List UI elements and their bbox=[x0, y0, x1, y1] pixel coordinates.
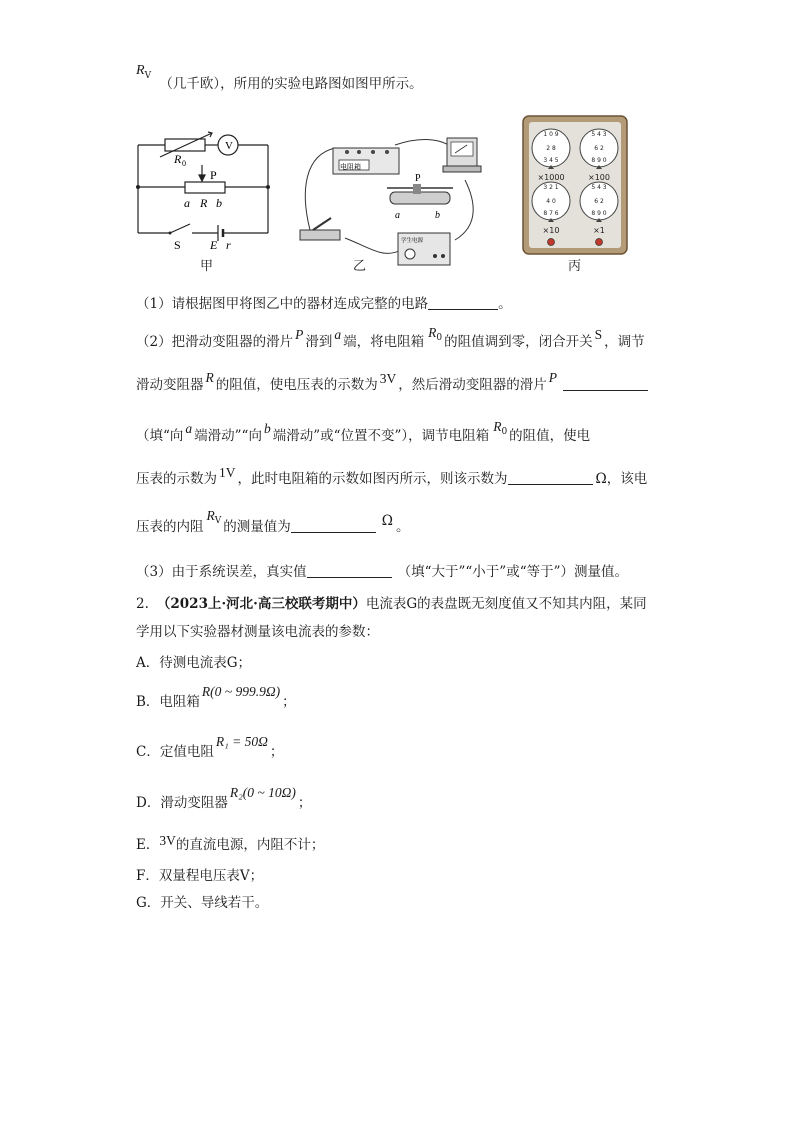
q2-b2-symbol: b bbox=[263, 421, 271, 436]
a-label: a bbox=[184, 196, 190, 210]
yi-b-label: b bbox=[435, 210, 440, 221]
q2-ohm-1: Ω bbox=[595, 471, 607, 487]
q2-text-5a: 压表的内阻 bbox=[136, 519, 204, 535]
q2-p2-symbol: P bbox=[548, 370, 557, 385]
q2-a-symbol: a bbox=[334, 327, 342, 342]
option-g: G．开关、导线若干。 bbox=[136, 895, 269, 911]
option-c-formula: R₁ = 50Ω bbox=[215, 734, 268, 749]
question-2-line-1 bbox=[136, 325, 645, 350]
q2-text-2b: 的阻值，使电压表的示数为 bbox=[215, 377, 378, 393]
question-1 bbox=[136, 292, 512, 312]
q2-text-3c: 端滑动”或“位置不变”），调节电阻箱 bbox=[272, 428, 490, 444]
option-c-end: ； bbox=[269, 744, 284, 760]
svg-text:8 9 0: 8 9 0 bbox=[591, 210, 607, 217]
option-e-voltage: 3V bbox=[159, 833, 176, 848]
q2-r-symbol: R bbox=[205, 370, 214, 385]
option-d-text: D．滑动变阻器 bbox=[136, 795, 228, 811]
option-e-prefix: E． bbox=[136, 837, 160, 853]
q1-end: 。 bbox=[498, 296, 512, 312]
problem-2-text-1: 电流表G的表盘既无刻度值又不知其内阻，某同 bbox=[365, 596, 647, 612]
question-3 bbox=[136, 560, 628, 580]
q2-r0-symbol: R bbox=[428, 325, 437, 340]
q2-1v: 1V bbox=[219, 465, 236, 480]
resistance-box-dials-bing bbox=[522, 115, 628, 255]
q2-p-symbol: P bbox=[295, 327, 304, 342]
q2-text-4b: ，此时电阻箱的示数如图丙所示，则该示数为 bbox=[237, 471, 508, 487]
option-b-formula: R(0 ~ 999.9Ω) bbox=[201, 684, 281, 699]
q2-rv-sub: V bbox=[214, 516, 222, 526]
option-d-end: ； bbox=[297, 795, 312, 811]
apparatus-diagram-yi bbox=[295, 130, 490, 270]
q2-reading-blank[interactable] bbox=[508, 470, 593, 485]
power-supply-label: 学生电源 bbox=[401, 238, 424, 244]
terminal-right bbox=[596, 239, 603, 246]
svg-text:3 4 5: 3 4 5 bbox=[543, 157, 559, 164]
dial-label-x1000: ×1000 bbox=[537, 173, 565, 182]
q2-text-1e: ，调节 bbox=[604, 334, 645, 350]
figure-label-bing: 丙 bbox=[568, 259, 582, 274]
rv-symbol: R bbox=[136, 63, 145, 78]
q3-end: （填“大于”“小于”或“等于”）测量值。 bbox=[397, 564, 629, 580]
q2-text-1a: （2）把滑动变阻器的滑片 bbox=[136, 334, 294, 350]
option-b-end: ； bbox=[282, 694, 296, 710]
q2-text-1b: 滑到 bbox=[305, 334, 333, 350]
q2-text-5b: 的测量值为 bbox=[223, 519, 291, 535]
dial-label-x100: ×100 bbox=[588, 173, 610, 182]
q2-text-2c: ，然后滑动变阻器的滑片 bbox=[398, 377, 547, 393]
svg-text:3 2 1: 3 2 1 bbox=[543, 184, 559, 191]
svg-text:8 9 0: 8 9 0 bbox=[591, 157, 607, 164]
q2-a2-symbol: a bbox=[185, 421, 193, 436]
option-e-text: 的直流电源，内阻不计； bbox=[175, 837, 325, 853]
r0-sub-label: 0 bbox=[182, 159, 186, 168]
q2-text-3d: 的阻值，使电 bbox=[509, 428, 591, 444]
question-2-line-4 bbox=[136, 467, 647, 487]
q2-r0-sub: 0 bbox=[436, 333, 443, 343]
yi-a-label: a bbox=[395, 210, 400, 221]
problem-2-line-2 bbox=[136, 620, 379, 640]
q2-text-1c: 端，将电阻箱 bbox=[343, 334, 425, 350]
problem-2-number: 2. bbox=[136, 596, 149, 612]
slider-connector bbox=[130, 125, 280, 270]
option-a: A．待测电流表G； bbox=[136, 655, 252, 671]
p-label: P bbox=[210, 168, 217, 182]
q2-text-3b: 端滑动”“向 bbox=[194, 428, 262, 444]
question-2-line-2 bbox=[136, 370, 648, 393]
svg-text:8 7 6: 8 7 6 bbox=[543, 210, 559, 217]
r-label: R bbox=[200, 196, 208, 210]
q2-ohm-2: Ω bbox=[381, 513, 393, 529]
intro-line bbox=[136, 63, 423, 92]
option-c bbox=[136, 734, 284, 760]
q2-r0b-sub: 0 bbox=[501, 427, 508, 437]
svg-text:5 4 3: 5 4 3 bbox=[591, 131, 607, 138]
q2-text-1d: 的阻值调到零，闭合开关 bbox=[444, 334, 593, 350]
resistance-box-label: 电阻箱 bbox=[340, 163, 361, 171]
internal-r-label: r bbox=[226, 238, 231, 252]
switch-label: S bbox=[174, 238, 181, 252]
option-e bbox=[136, 833, 324, 853]
question-2-line-3 bbox=[136, 419, 591, 444]
dial-label-x1: ×1 bbox=[593, 226, 605, 235]
yi-p-label: P bbox=[415, 173, 421, 184]
problem-2-line-1 bbox=[136, 592, 647, 612]
svg-text:5 4 3: 5 4 3 bbox=[591, 184, 607, 191]
intro-text: （几千欧），所用的实验电路图如图甲所示。 bbox=[159, 76, 423, 92]
q2-s-symbol: S bbox=[594, 327, 603, 342]
b-label: b bbox=[216, 196, 222, 210]
svg-text:2 8: 2 8 bbox=[546, 145, 556, 152]
q1-text: （1）请根据图甲将图乙中的器材连成完整的电路 bbox=[136, 296, 429, 312]
option-d-formula: R₂(0 ~ 10Ω) bbox=[229, 785, 296, 800]
svg-text:6 2: 6 2 bbox=[594, 198, 604, 205]
svg-text:1 0 9: 1 0 9 bbox=[543, 131, 559, 138]
q2-slider-blank[interactable] bbox=[563, 376, 648, 391]
option-f: F．双量程电压表V； bbox=[136, 868, 264, 884]
q3-text: （3）由于系统误差，真实值 bbox=[136, 564, 307, 580]
q2-3v: 3V bbox=[379, 371, 397, 386]
r0-label: R bbox=[174, 152, 182, 166]
q2-rv-symbol: R bbox=[206, 508, 215, 523]
rv-subscript: V bbox=[144, 71, 152, 81]
q2-text-3a: （填“向 bbox=[136, 428, 184, 444]
svg-text:6 2: 6 2 bbox=[594, 145, 604, 152]
q3-answer-blank[interactable] bbox=[307, 563, 392, 578]
option-d bbox=[136, 785, 312, 811]
terminal-left bbox=[548, 239, 555, 246]
figure-label-jia: 甲 bbox=[200, 259, 214, 274]
voltmeter-label: V bbox=[225, 140, 233, 152]
option-b-text: B．电阻箱 bbox=[136, 694, 200, 710]
emf-label: E bbox=[210, 238, 218, 252]
problem-2-text-2: 学用以下实验器材测量该电流表的参数： bbox=[136, 624, 379, 640]
option-c-text: C．定值电阻 bbox=[136, 744, 214, 760]
q2-text-4c: ，该电 bbox=[606, 471, 648, 487]
q1-answer-blank[interactable] bbox=[428, 295, 498, 310]
q2-rv-blank[interactable] bbox=[291, 518, 376, 533]
svg-text:4 0: 4 0 bbox=[546, 198, 556, 205]
q2-text-2a: 滑动变阻器 bbox=[136, 377, 204, 393]
problem-2-source: （2023上·河北·高三校联考期中） bbox=[156, 596, 366, 612]
q2-r0b-symbol: R bbox=[493, 419, 502, 434]
option-b bbox=[136, 684, 296, 710]
q2-text-4a: 压表的示数为 bbox=[136, 471, 217, 487]
figure-label-yi: 乙 bbox=[353, 259, 367, 274]
dial-label-x10: ×10 bbox=[542, 226, 560, 235]
q2-text-5c: 。 bbox=[395, 519, 410, 535]
question-2-line-5 bbox=[136, 508, 410, 535]
